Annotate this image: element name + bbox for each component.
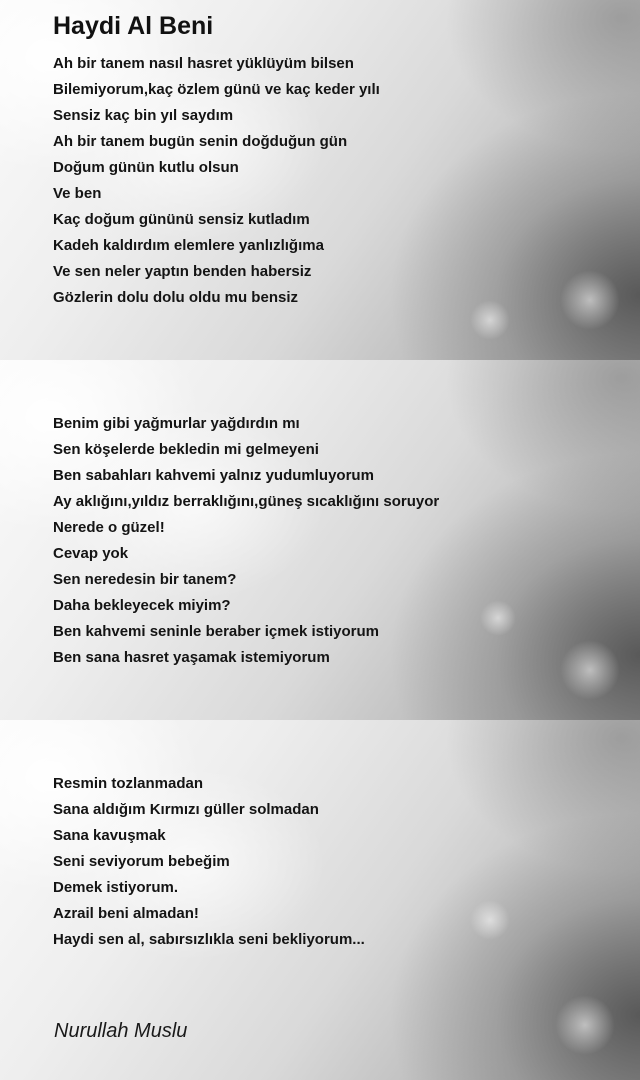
- poem-line: Sen köşelerde bekledin mi gelmeyeni: [53, 441, 319, 458]
- poem-line: Ay aklığını,yıldız berraklığını,güneş sıcaklığını soruyor: [53, 493, 440, 510]
- stanza-1: [53, 51, 380, 311]
- bokeh-light: [480, 600, 516, 636]
- poem-line: Ve sen neler yaptın benden habersiz: [53, 263, 312, 280]
- poem-line: Bilemiyorum,kaç özlem günü ve kaç keder yılı: [53, 81, 380, 98]
- poem-line: Sana kavuşmak: [53, 827, 166, 844]
- poem-author: Nurullah Muslu: [54, 1020, 188, 1042]
- poem-line: Cevap yok: [53, 545, 129, 562]
- poem-line: Resmin tozlanmadan: [53, 775, 204, 792]
- poem-line: Nerede o güzel!: [53, 519, 165, 536]
- poem-line: Sen neredesin bir tanem?: [53, 571, 237, 588]
- poem-line: Seni seviyorum bebeğim: [53, 853, 230, 870]
- poem-title: Haydi Al Beni: [53, 12, 214, 40]
- bokeh-light: [560, 640, 620, 700]
- poem-line: Ve ben: [53, 185, 102, 202]
- poem-line: Daha bekleyecek miyim?: [53, 597, 231, 614]
- bokeh-light: [470, 900, 510, 940]
- poem-panel-1: [0, 0, 640, 360]
- poem-line: Ben sana hasret yaşamak istemiyorum: [53, 649, 330, 666]
- poem-line: Ah bir tanem nasıl hasret yüklüyüm bilsen: [53, 55, 354, 72]
- poem-panel-2: [0, 360, 640, 720]
- bokeh-light: [560, 270, 620, 330]
- poem-line: Ben sabahları kahvemi yalnız yudumluyorum: [53, 467, 374, 484]
- poem-line: Ben kahvemi seninle beraber içmek istiyorum: [53, 623, 379, 640]
- poem-line: Sensiz kaç bin yıl saydım: [53, 107, 234, 124]
- poem-line: Haydi sen al, sabırsızlıkla seni bekliyorum...: [53, 931, 365, 948]
- poem-line: Kadeh kaldırdım elemlere yanlızlığıma: [53, 237, 324, 254]
- poem-line: Benim gibi yağmurlar yağdırdın mı: [53, 415, 300, 432]
- bokeh-light: [470, 300, 510, 340]
- stanza-3: [53, 771, 365, 953]
- poem-line: Gözlerin dolu dolu oldu mu bensiz: [53, 289, 298, 306]
- bokeh-light: [555, 995, 615, 1055]
- poem-line: Azrail beni almadan!: [53, 905, 199, 922]
- poem-line: Ah bir tanem bugün senin doğduğun gün: [53, 133, 348, 150]
- poem-panel-3: [0, 720, 640, 1080]
- stanza-2: [53, 411, 439, 671]
- poem-line: Sana aldığım Kırmızı güller solmadan: [53, 801, 319, 818]
- poem-line: Kaç doğum gününü sensiz kutladım: [53, 211, 310, 228]
- poem-line: Doğum günün kutlu olsun: [53, 159, 239, 176]
- poem-line: Demek istiyorum.: [53, 879, 179, 896]
